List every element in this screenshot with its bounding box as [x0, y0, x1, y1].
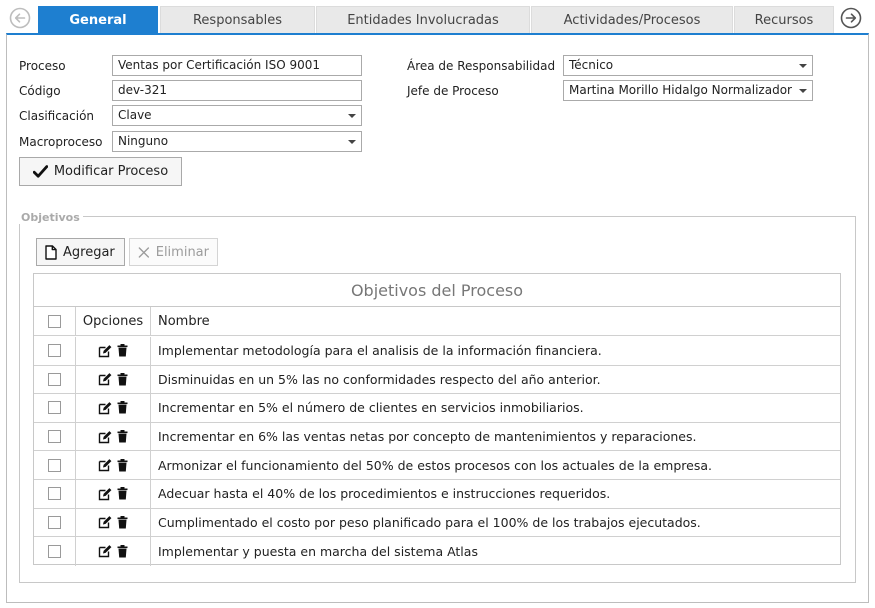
arrow-right-circle-icon[interactable]	[840, 7, 862, 29]
trash-icon	[117, 516, 128, 529]
row-name-cell	[152, 394, 840, 422]
row-checkbox[interactable]	[48, 459, 61, 472]
row-checkbox[interactable]	[48, 373, 61, 386]
objetivo-name: Cumplimentado el costo por peso planificado para el 100% de los trabajos ejecutados.	[158, 514, 701, 530]
row-select-cell	[34, 451, 76, 479]
trash-icon	[117, 344, 128, 357]
row-select-cell	[34, 423, 76, 451]
checkmark-icon	[33, 165, 48, 178]
proceso-input[interactable]: Ventas por Certificación ISO 9001	[112, 55, 362, 76]
eliminar-label: Eliminar	[155, 244, 209, 260]
row-name-cell	[152, 366, 840, 394]
macroproceso-value: Ninguno	[118, 134, 169, 148]
row-select-cell	[34, 509, 76, 537]
delete-row-button[interactable]	[117, 459, 128, 472]
label-proceso: Proceso	[19, 59, 66, 73]
delete-row-button[interactable]	[117, 373, 128, 386]
row-name-cell	[152, 337, 840, 365]
area-responsabilidad-select[interactable]	[563, 55, 813, 76]
row-select-cell	[34, 537, 76, 566]
edit-button[interactable]	[98, 515, 112, 529]
header-nombre[interactable]: Nombre	[158, 313, 210, 329]
row-checkbox[interactable]	[48, 430, 61, 443]
edit-icon	[98, 458, 112, 472]
agregar-label: Agregar	[63, 244, 115, 260]
x-icon	[138, 246, 150, 259]
objetivo-name: Implementar y puesta en marcha del sistema Atlas	[158, 543, 478, 559]
grid-header-row	[34, 307, 840, 336]
table-row	[34, 337, 840, 366]
row-options-cell	[76, 480, 151, 508]
row-options-cell	[76, 423, 151, 451]
document-icon	[45, 245, 57, 260]
objetivo-name: Incrementar en 5% el número de clientes en servicios inmobiliarios.	[158, 400, 584, 416]
objetivos-grid	[33, 273, 841, 565]
clasificacion-select[interactable]	[112, 105, 362, 126]
objetivo-name: Armonizar el funcionamiento del 50% de estos procesos con los actuales de la empresa.	[158, 457, 712, 473]
tab-general[interactable]: General	[38, 6, 158, 33]
label-area-responsabilidad: Área de Responsabilidad	[407, 59, 556, 73]
tab-recursos[interactable]: Recursos	[734, 6, 834, 33]
jefe-proceso-select[interactable]	[563, 80, 813, 101]
objetivo-name: Disminuidas en un 5% las no conformidades respecto del año anterior.	[158, 371, 601, 387]
trash-icon	[117, 430, 128, 443]
row-options-cell	[76, 337, 151, 365]
row-checkbox[interactable]	[48, 516, 61, 529]
edit-button[interactable]	[98, 487, 112, 501]
grid-title: Objetivos del Proceso	[34, 274, 840, 307]
row-checkbox[interactable]	[48, 487, 61, 500]
row-options-cell	[76, 537, 151, 566]
row-checkbox[interactable]	[48, 344, 61, 357]
jefe-value: Martina Morillo Hidalgo Normalizador	[569, 83, 792, 97]
table-row	[34, 366, 840, 395]
row-checkbox[interactable]	[48, 545, 61, 558]
chevron-down-icon	[799, 64, 807, 68]
table-row	[34, 451, 840, 480]
select-all-checkbox[interactable]	[48, 315, 61, 328]
delete-row-button[interactable]	[117, 401, 128, 414]
trash-icon	[117, 545, 128, 558]
table-row	[34, 423, 840, 452]
clasificacion-value: Clave	[118, 108, 152, 122]
row-select-cell	[34, 480, 76, 508]
edit-icon	[98, 401, 112, 415]
label-macroproceso: Macroproceso	[19, 135, 103, 149]
delete-row-button[interactable]	[117, 344, 128, 357]
row-options-cell	[76, 366, 151, 394]
modificar-proceso-button[interactable]	[19, 157, 182, 186]
edit-icon	[98, 544, 112, 558]
edit-icon	[98, 344, 112, 358]
tab-responsables[interactable]: Responsables	[160, 6, 315, 33]
label-clasificacion: Clasificación	[19, 109, 95, 123]
row-options-cell	[76, 394, 151, 422]
delete-row-button[interactable]	[117, 545, 128, 558]
chevron-down-icon	[348, 114, 356, 118]
row-options-cell	[76, 509, 151, 537]
modificar-proceso-label: Modificar Proceso	[53, 164, 169, 179]
trash-icon	[117, 401, 128, 414]
chevron-down-icon	[348, 140, 356, 144]
trash-icon	[117, 373, 128, 386]
delete-row-button[interactable]	[117, 516, 128, 529]
row-select-cell	[34, 337, 76, 365]
arrow-left-circle-icon[interactable]	[9, 7, 31, 29]
agregar-button[interactable]	[36, 238, 125, 266]
objetivos-legend: Objetivos	[18, 211, 83, 224]
row-checkbox[interactable]	[48, 401, 61, 414]
delete-row-button[interactable]	[117, 487, 128, 500]
row-name-cell	[152, 509, 840, 537]
edit-button[interactable]	[98, 430, 112, 444]
chevron-down-icon	[799, 89, 807, 93]
eliminar-button[interactable]	[129, 238, 218, 266]
delete-row-button[interactable]	[117, 430, 128, 443]
table-row	[34, 537, 840, 566]
objetivo-name: Implementar metodología para el analisis de la información financiera.	[158, 343, 602, 359]
row-name-cell	[152, 423, 840, 451]
table-row	[34, 394, 840, 423]
row-options-cell	[76, 451, 151, 479]
header-opciones: Opciones	[76, 307, 151, 335]
tab-entidades-involucradas[interactable]: Entidades Involucradas	[316, 6, 530, 33]
tab-actividades-procesos[interactable]: Actividades/Procesos	[531, 6, 733, 33]
trash-icon	[117, 487, 128, 500]
label-codigo: Código	[19, 84, 61, 98]
edit-icon	[98, 487, 112, 501]
objetivo-name: Adecuar hasta el 40% de los procedimientos e instrucciones requeridos.	[158, 486, 611, 502]
edit-icon	[98, 430, 112, 444]
table-row	[34, 509, 840, 538]
label-jefe-proceso: Jefe de Proceso	[407, 84, 499, 98]
row-select-cell	[34, 394, 76, 422]
row-select-cell	[34, 366, 76, 394]
edit-button[interactable]	[98, 544, 112, 558]
edit-button[interactable]	[98, 344, 112, 358]
table-row	[34, 480, 840, 509]
row-name-cell	[152, 480, 840, 508]
edit-button[interactable]	[98, 401, 112, 415]
edit-button[interactable]	[98, 458, 112, 472]
trash-icon	[117, 459, 128, 472]
objetivo-name: Incrementar en 6% las ventas netas por concepto de mantenimientos y reparaciones.	[158, 429, 697, 445]
tab-strip	[0, 0, 875, 33]
edit-button[interactable]	[98, 372, 112, 386]
row-name-cell	[152, 451, 840, 479]
row-name-cell	[152, 537, 840, 566]
codigo-input[interactable]: dev-321	[112, 80, 362, 101]
macroproceso-select[interactable]	[112, 131, 362, 152]
area-value: Técnico	[569, 58, 614, 72]
select-all-cell	[34, 307, 76, 335]
edit-icon	[98, 372, 112, 386]
edit-icon	[98, 515, 112, 529]
